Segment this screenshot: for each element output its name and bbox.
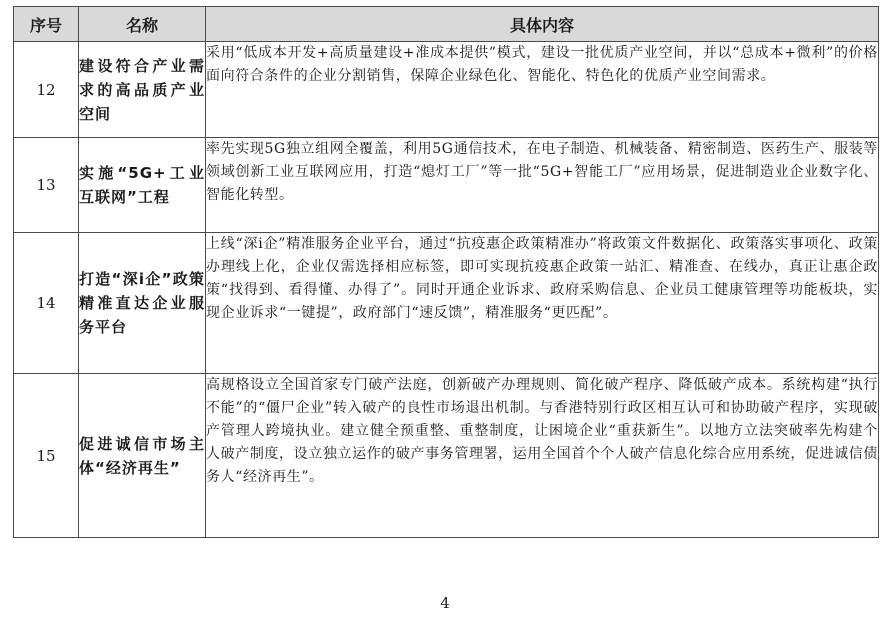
table-row [14,233,879,374]
policy-table [13,6,879,538]
header-name: 名称 [79,7,206,42]
row-name: 实施“5G+工业互联网”工程 [79,138,206,233]
header-num: 序号 [14,7,79,42]
table-header-row [14,7,879,42]
page-number: 4 [440,594,450,612]
table-row [14,138,879,233]
row-content: 上线“深i企”精准服务企业平台，通过“抗疫惠企政策精准办”将政策文件数据化、政策落实事项化、政策办理线上化，企业仅需选择相应标签，即可实现抗疫惠企政策一站汇、精准查、在线办，真正让惠企政策“找得到、看得懂、办得了”。同时开通企业诉求、政府采购信息、企业员工健康管理等功能板块，实现企业诉求“一键提”，政府部门“速反馈”，精准服务“更匹配”。 [206,233,879,374]
row-name: 打造“深i企”政策精准直达企业服务平台 [79,233,206,374]
row-content: 采用“低成本开发+高质量建设+准成本提供”模式，建设一批优质产业空间，并以“总成本+微利”的价格面向符合条件的企业分割销售，保障企业绿色化、智能化、特色化的优质产业空间需求。 [206,42,879,138]
table-row [14,374,879,538]
row-name: 建设符合产业需求的高品质产业空间 [79,42,206,138]
row-content: 率先实现5G独立组网全覆盖，利用5G通信技术，在电子制造、机械装备、精密制造、医药生产、服装等领域创新工业互联网应用，打造“熄灯工厂”等一批“5G+智能工厂”应用场景，促进制造业企业数字化、智能化转型。 [206,138,879,233]
row-name: 促进诚信市场主体“经济再生” [79,374,206,538]
table-row [14,42,879,138]
header-content: 具体内容 [206,7,879,42]
row-num: 14 [14,233,79,374]
row-num: 12 [14,42,79,138]
row-num: 15 [14,374,79,538]
row-content: 高规格设立全国首家专门破产法庭，创新破产办理规则、简化破产程序、降低破产成本。系统构建“执行不能”的“僵尸企业”转入破产的良性市场退出机制。与香港特别行政区相互认可和协助破产程序，实现破产管理人跨境执业。建立健全预重整、重整制度，让困境企业“重获新生”。以地方立法突破率先构建个人破产制度，设立独立运作的破产事务管理署，运用全国首个个人破产信息化综合应用系统，促进诚信债务人“经济再生”。 [206,374,879,538]
row-num: 13 [14,138,79,233]
